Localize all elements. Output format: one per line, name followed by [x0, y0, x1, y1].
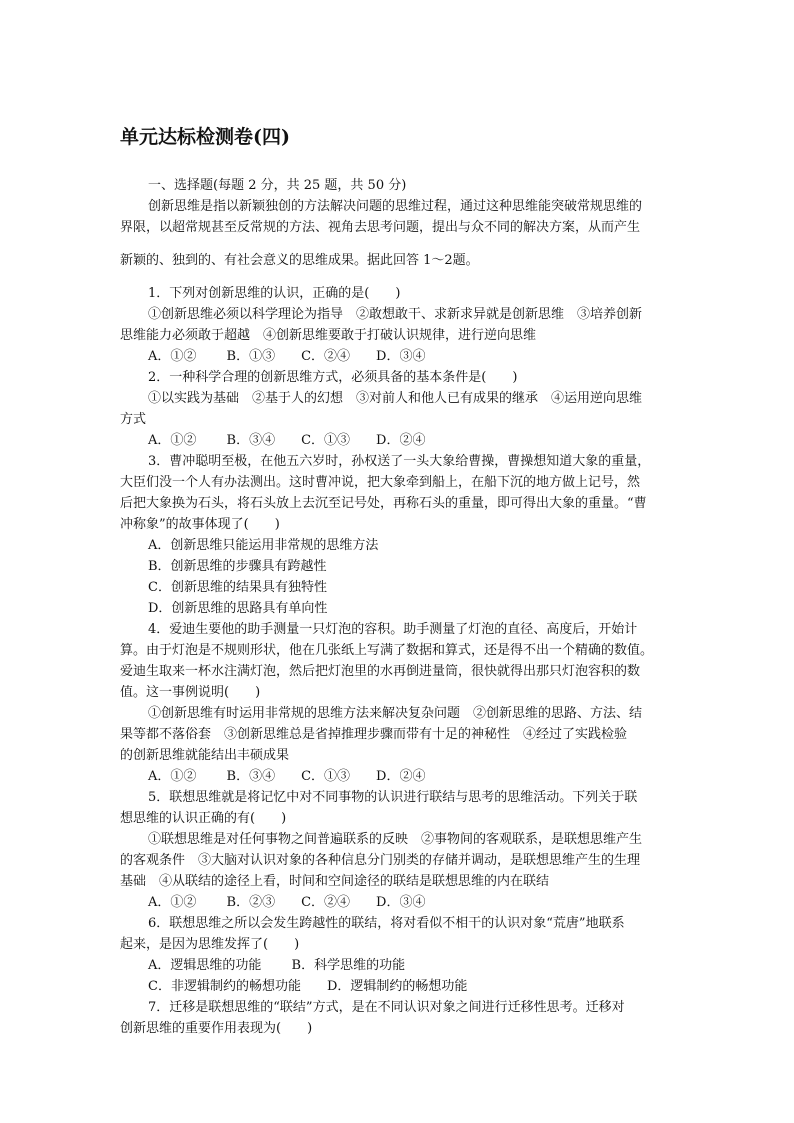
q3-option-a: A．创新思维只能运用非常规的思维方法: [148, 538, 379, 553]
q4-options: 果等都不落俗套 ③创新思维总是省掉推理步骤而带有十足的神秘性 ④经过了实践检验: [120, 727, 628, 742]
q2-stem: 2．一种科学合理的创新思维方式，必须具备的基本条件是( ): [148, 370, 518, 385]
q5-stem: 5．联想思维就是将记忆中对不同事物的认识进行联结与思考的思维活动。下列关于联: [148, 790, 638, 805]
q4-options: 的创新思维就能结出丰硕成果: [120, 748, 290, 763]
q4-options: ①创新思维有时运用非常规的思维方法来解决复杂问题 ②创新思维的思路、方法、结: [148, 706, 643, 721]
q7-stem: 创新思维的重要作用表现为( ): [120, 1021, 313, 1036]
q3-option-c: C．创新思维的结果具有独特性: [148, 580, 327, 595]
q6-options-ab: A．逻辑思维的功能 B．科学思维的功能: [148, 958, 406, 973]
section-heading: 一、选择题(每题 2 分，共 25 题，共 50 分): [148, 178, 407, 193]
q5-answers: A．①② B．②③ C．②④ D．③④: [148, 895, 426, 910]
q1-options: 思维能力必须敢于超越 ④创新思维要敢于打破认识规律，进行逆向思维: [120, 328, 537, 343]
q2-answers: A．①② B．③④ C．①③ D．②④: [148, 433, 426, 448]
q3-stem: 3．曹冲聪明至极，在他五六岁时，孙权送了一头大象给曹操，曹操想知道大象的重量，: [148, 454, 651, 469]
q1-options: ①创新思维必须以科学理论为指导 ②敢想敢干、求新求异就是创新思维 ③培养创新: [148, 307, 643, 322]
intro-line: 界限，以超常规甚至反常规的方法、视角去思考问题，提出与众不同的解决方案，从而产生: [120, 220, 641, 235]
q5-options: 的客观条件 ③大脑对认识对象的各种信息分门别类的存储并调动，是联想思维产生的生理: [120, 853, 641, 868]
q1-stem: 1．下列对创新思维的认识，正确的是( ): [148, 286, 401, 301]
q6-options-cd: C．非逻辑制约的畅想功能 D．逻辑制约的畅想功能: [148, 979, 468, 994]
question-body: [120, 175, 676, 1039]
q2-options: ①以实践为基础 ②基于人的幻想 ③对前人和他人已有成果的继承 ④运用逆向思维: [148, 391, 643, 406]
q4-answers: A．①② B．③④ C．①③ D．②④: [148, 769, 426, 784]
q6-stem: 起来，是因为思维发挥了( ): [120, 937, 300, 952]
q4-stem: 爱迪生取来一杯水注满灯泡，然后把灯泡里的水再倒进量筒，很快就得出那只灯泡容积的数: [120, 664, 641, 679]
q3-stem: 冲称象”的故事体现了( ): [120, 517, 280, 532]
intro-line: 新颖的、独到的、有社会意义的思维成果。据此回答 1～2题。: [120, 253, 479, 268]
q7-stem: 7．迁移是联想思维的“联结”方式，是在不同认识对象之间进行迁移性思考。迁移对: [148, 1000, 625, 1015]
q3-option-d: D．创新思维的思路具有单向性: [148, 601, 328, 616]
q3-stem: 大臣们没一个人有办法测出。这时曹冲说，把大象牵到船上，在船下沉的地方做上记号，然: [120, 475, 641, 490]
q3-option-b: B．创新思维的步骤具有跨越性: [148, 559, 327, 574]
q6-stem: 6．联想思维之所以会发生跨越性的联结，将对看似不相干的认识对象“荒唐”地联系: [148, 916, 625, 931]
q4-stem: 4．爱迪生要他的助手测量一只灯泡的容积。助手测量了灯泡的直径、高度后，开始计: [148, 622, 638, 637]
document-title: 单元达标检测卷(四): [120, 126, 290, 148]
intro-line: 创新思维是指以新颖独创的方法解决问题的思维过程，通过这种思维能突破常规思维的: [148, 199, 643, 214]
q5-stem: 想思维的认识正确的有( ): [120, 811, 287, 826]
q5-options: ①联想思维是对任何事物之间普遍联系的反映 ②事物间的客观联系，是联想思维产生: [148, 832, 643, 847]
q4-stem: 值。这一事例说明( ): [120, 685, 261, 700]
q4-stem: 算。由于灯泡是不规则形状，他在几张纸上写满了数据和算式，还是得不出一个精确的数值。: [120, 643, 654, 658]
q1-answers: A．①② B．①③ C．②④ D．③④: [148, 349, 426, 364]
q2-options: 方式: [120, 412, 147, 427]
q5-options: 基础 ④从联结的途径上看，时间和空间途径的联结是联想思维的内在联结: [120, 874, 550, 889]
q3-stem: 后把大象换为石头，将石头放上去沉至记号处，再称石头的重量，即可得出大象的重量。“曹: [120, 496, 647, 511]
